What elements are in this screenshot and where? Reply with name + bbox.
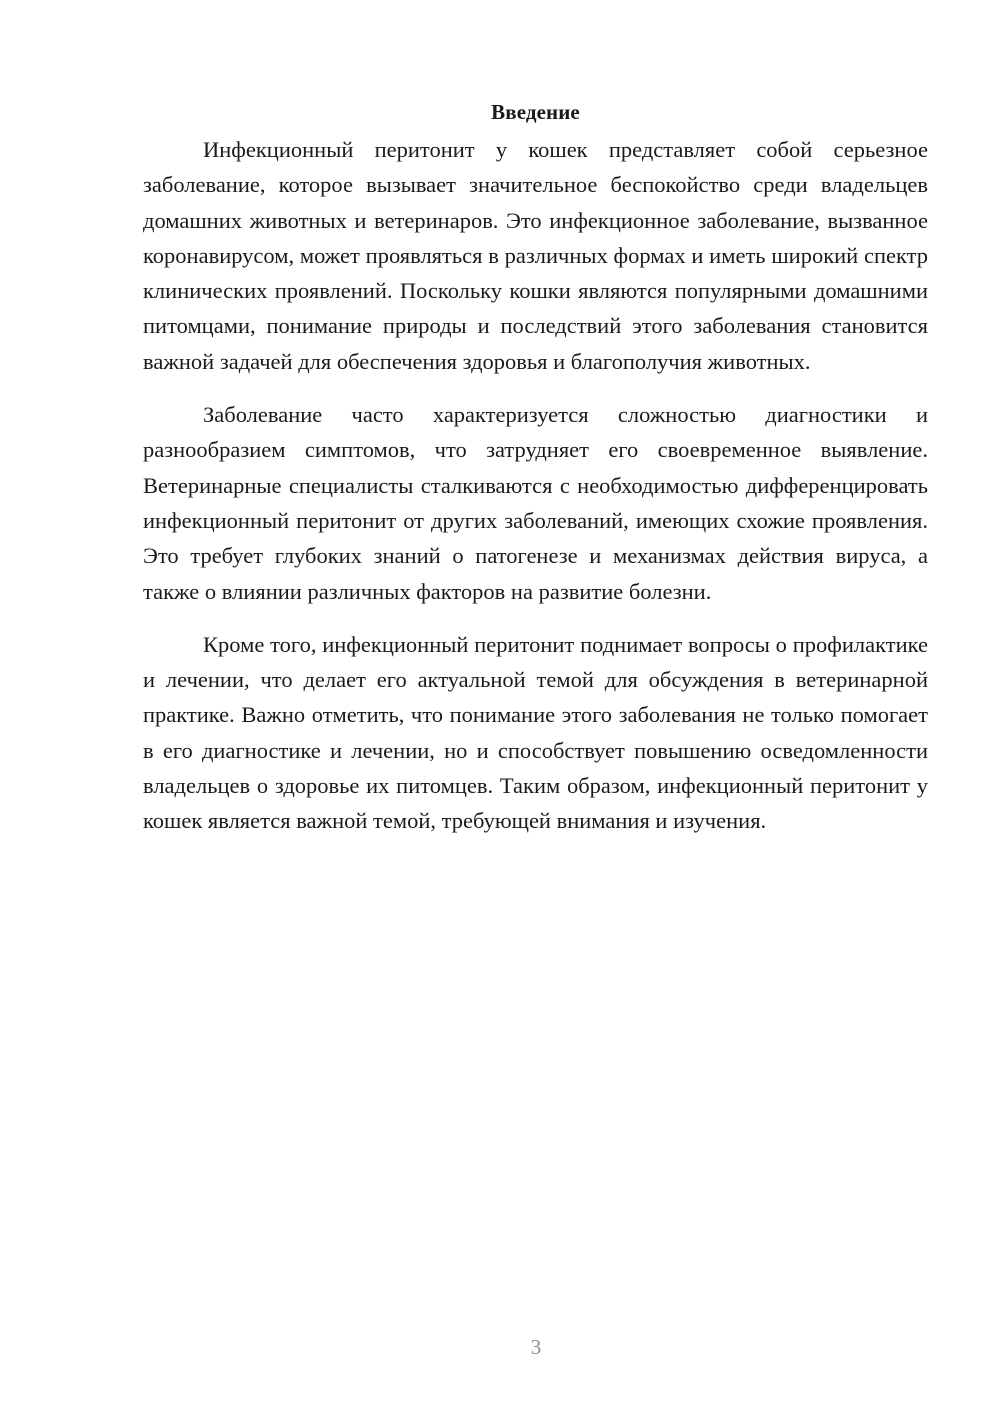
paragraph: Заболевание часто характеризуется сложностью диагностики и разнообразием симптомов, что затрудняет его своевременное выявление. Ветеринарные специалисты сталкиваются с необходимостью дифференцировать инфекционный перитонит от других заболеваний, имеющих схожие проявления. Это требует глубоких знаний о патогенезе и механизмах действия вируса, а также о влиянии различных факторов на развитие болезни. (143, 402, 928, 604)
page-content (143, 98, 928, 857)
paragraph: Кроме того, инфекционный перитонит поднимает вопросы о профилактике и лечении, что делает его актуальной темой для обсуждения в ветеринарной практике. Важно отметить, что понимание этого заболевания не только помогает в его диагностике и лечении, но и способствует повышению осведомленности владельцев о здоровье их питомцев. Таким образом, инфекционный перитонит у кошек является важной темой, требующей внимания и изучения. (143, 631, 928, 834)
page-number: 3 (530, 1335, 542, 1359)
paragraph: Инфекционный перитонит у кошек представляет собой серьезное заболевание, которое вызывает значительное беспокойство среди владельцев домашних животных и ветеринаров. Это инфекционное заболевание, вызванное коронавирусом, может проявляться в различных формах и иметь широкий спектр клинических проявлений. Поскольку кошки являются популярными домашними питомцами, понимание природы и последствий этого заболевания становится важной задачей для обеспечения здоровья и благополучия животных. (143, 137, 928, 374)
section-heading: Введение (491, 100, 580, 124)
